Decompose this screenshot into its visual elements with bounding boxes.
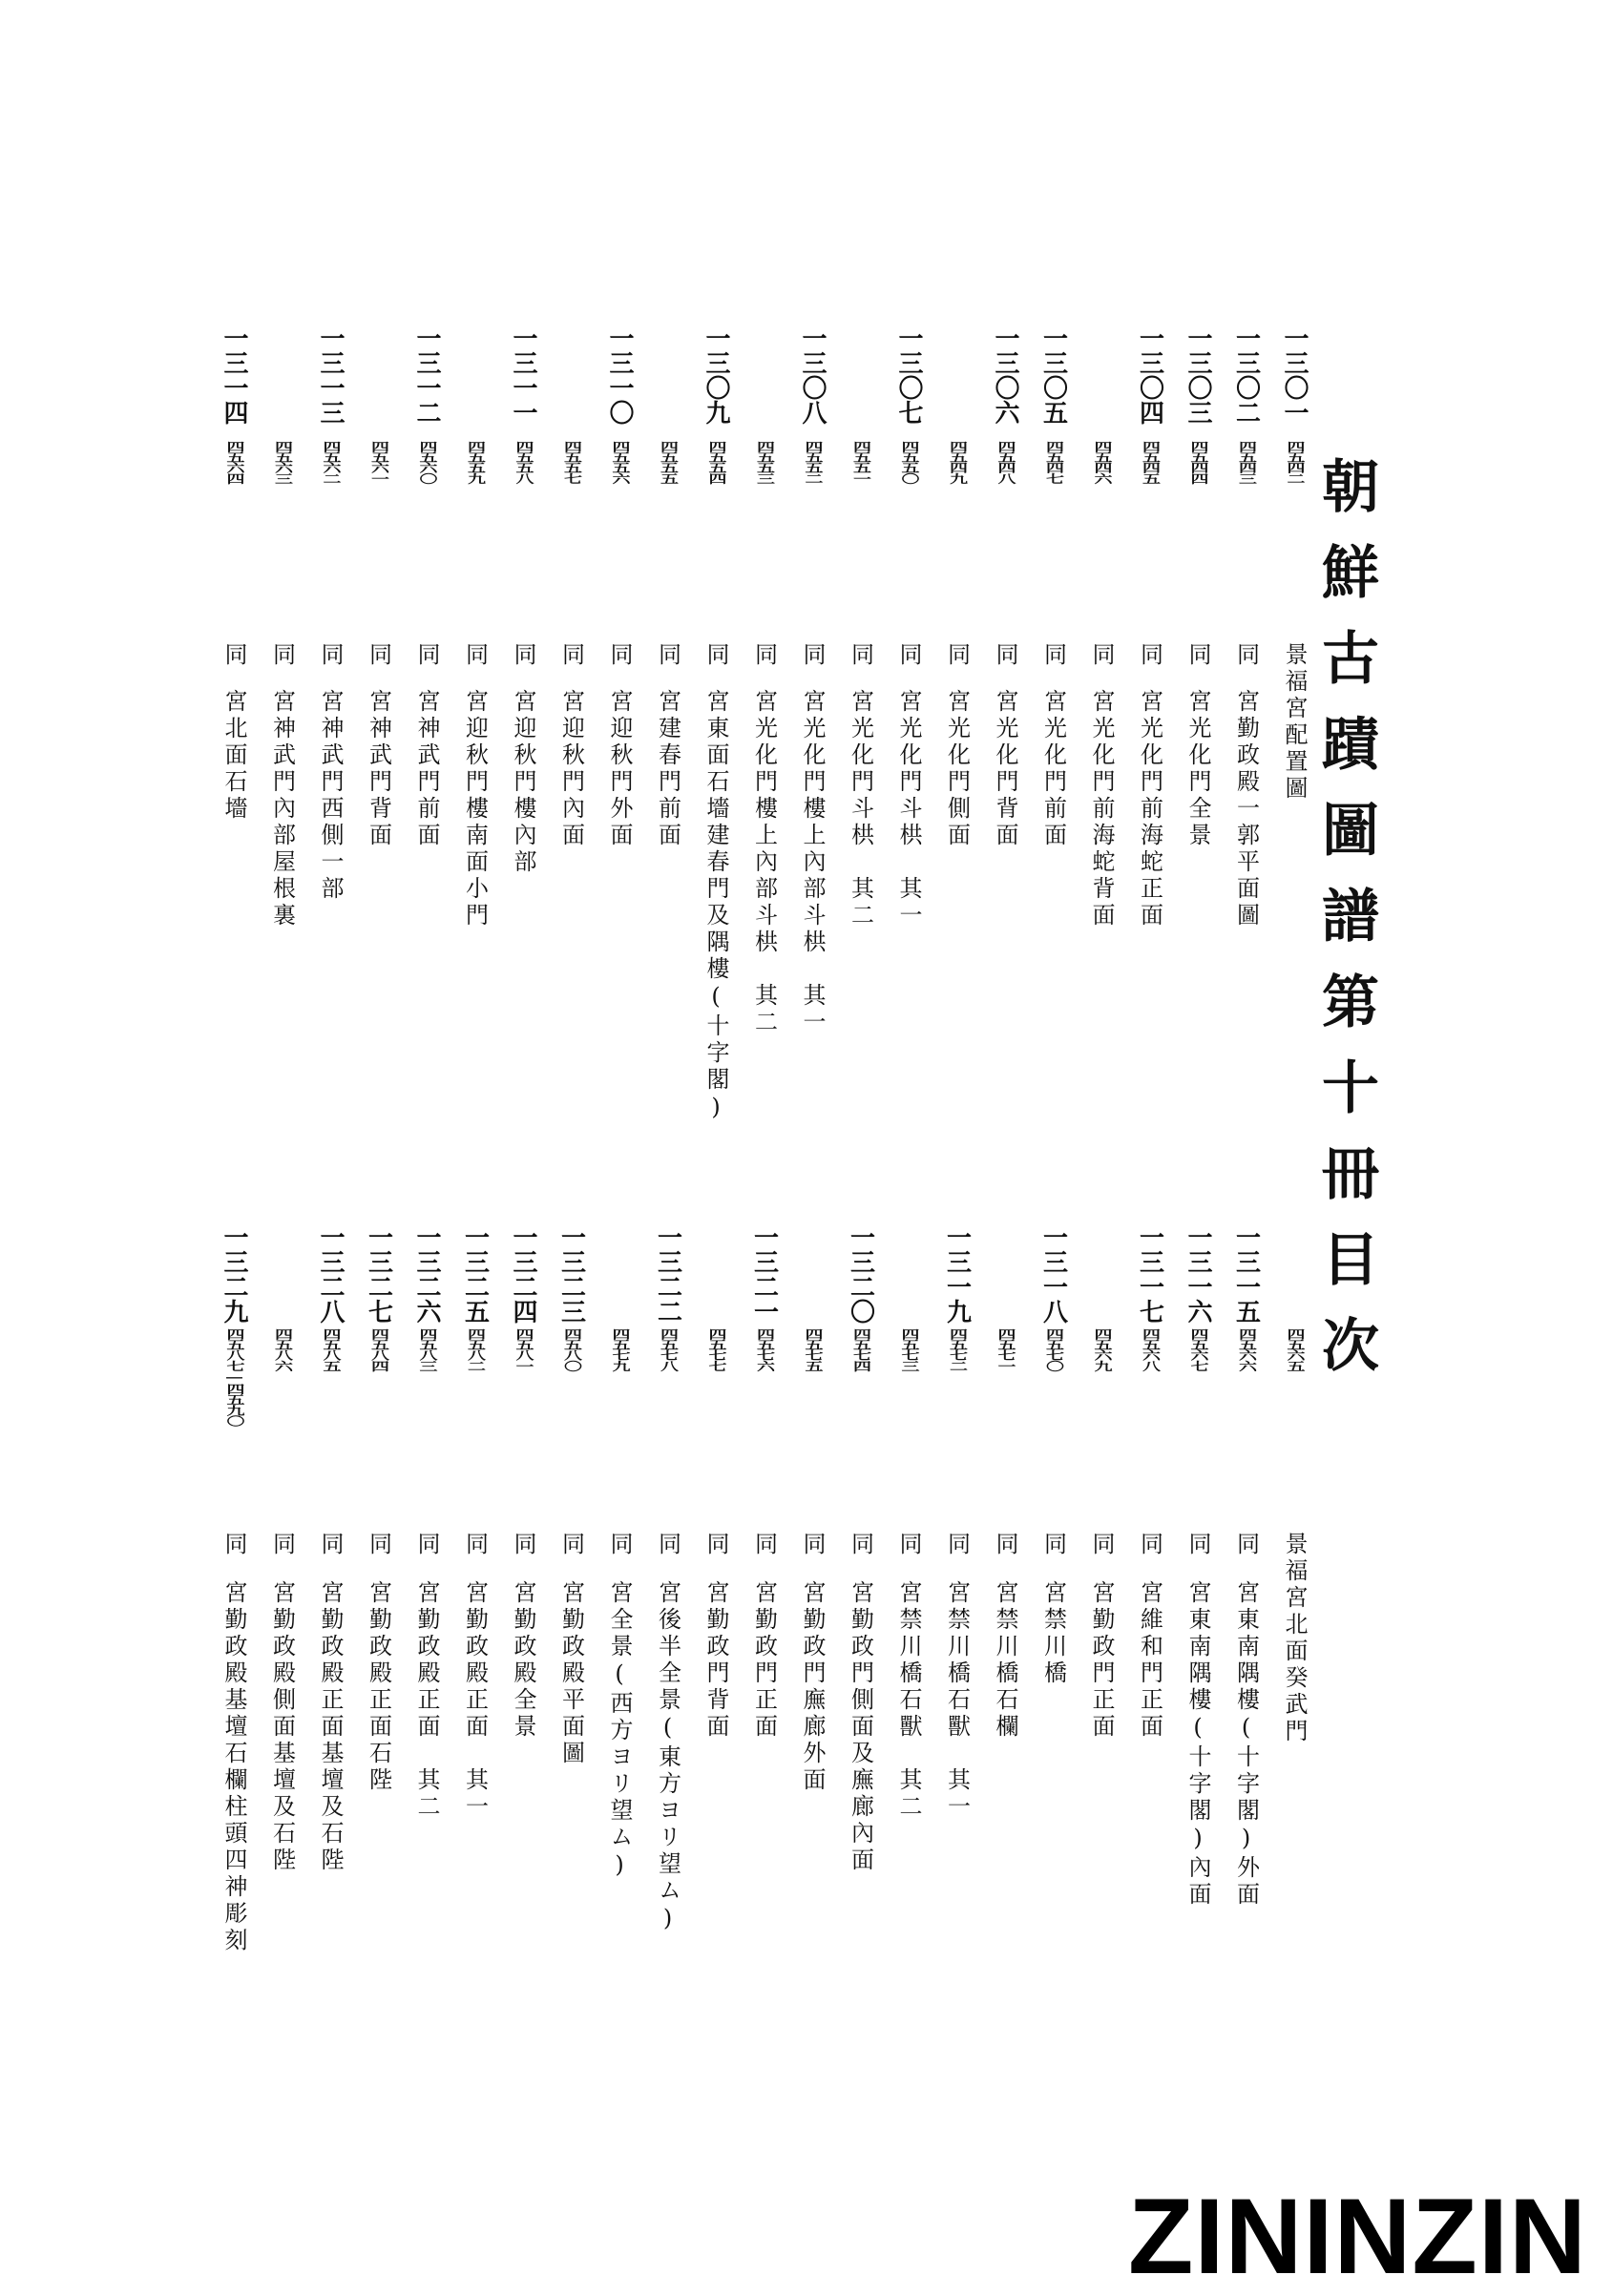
ditto-mark: 同 (654, 1532, 681, 1555)
entry-caption: 宮光化門背面 (992, 689, 1018, 849)
entry-caption: 宮北面石墻 (220, 689, 247, 823)
plate-number: 一三〇七 (894, 325, 923, 425)
plate-number: 一三一〇 (605, 325, 634, 425)
plate-number: 一三二二 (653, 1224, 682, 1324)
ditto-mark: 同 (992, 642, 1018, 665)
entry-caption: 宮迎秋門樓南面小門 (461, 689, 489, 929)
plate-number: 一三〇九 (702, 325, 730, 425)
figure-number: 四五六六 (1236, 1328, 1257, 1371)
entry-caption: 宮東南隅樓(十字閣)內面 (1184, 1580, 1211, 1909)
figure-number: 四五七三 (898, 1328, 920, 1371)
entry-caption: 宮勤政殿平面圖 (557, 1580, 585, 1767)
figure-number: 四五六二 (320, 441, 342, 484)
plate-number: 一三〇一 (1280, 325, 1309, 425)
entry-caption: 宮勤政門正面 (1088, 1580, 1115, 1741)
ditto-mark: 同 (1136, 1532, 1163, 1555)
ditto-mark: 同 (317, 642, 344, 665)
ditto-mark: 同 (750, 642, 778, 665)
ditto-mark: 同 (606, 1532, 633, 1555)
ditto-mark: 同 (1184, 642, 1211, 665)
ditto-mark: 同 (510, 1532, 536, 1555)
figure-number: 四五四九 (947, 441, 968, 484)
figure-number: 四五五二 (802, 441, 824, 484)
figure-number: 四五五四 (705, 441, 727, 484)
ditto-mark: 同 (606, 642, 633, 665)
figure-number: 四五八六 (272, 1328, 293, 1371)
entry-caption: 宮勤政殿正面基壇及石陛 (317, 1580, 344, 1874)
figure-number: 四五四五 (1140, 441, 1161, 484)
entry-caption: 宮勤政殿正面 其一 (461, 1580, 489, 1821)
plate-number: 一三一三 (316, 325, 345, 425)
page-title: 朝鮮古蹟圖譜第十冊目次 (1312, 456, 1379, 1401)
entry-caption: 宮勤政門廡廊外面 (799, 1580, 826, 1794)
figure-number: 四五五〇 (898, 441, 920, 484)
ditto-mark: 同 (1088, 1532, 1115, 1555)
watermark: ZININZIN (1128, 2177, 1587, 2296)
entry-caption: 宮全景(西方ヨリ望ム) (606, 1580, 633, 1882)
figure-number: 四五八〇 (561, 1328, 582, 1371)
plate-number: 一三二五 (460, 1224, 490, 1324)
ditto-mark: 同 (365, 1532, 392, 1555)
plate-number: 一三二七 (364, 1224, 393, 1324)
figure-number: 四五五九 (465, 441, 486, 484)
plate-number: 一三〇五 (1038, 325, 1068, 425)
entry-caption: 宮勤政門側面及廡廊內面 (847, 1580, 874, 1874)
plate-number: 一三二八 (316, 1224, 345, 1324)
figure-number: 四五八三 (416, 1328, 438, 1371)
entry-caption: 宮神武門前面 (413, 689, 440, 849)
figure-number: 四五五三 (754, 441, 775, 484)
ditto-mark: 同 (847, 642, 874, 665)
figure-number: 四五四二 (1284, 441, 1306, 484)
entry-caption: 宮勤政殿全景 (510, 1580, 536, 1741)
plate-number: 一三二一 (749, 1224, 779, 1324)
entry-caption: 宮勤政門正面 (750, 1580, 778, 1741)
ditto-mark: 同 (413, 642, 440, 665)
ditto-mark: 同 (943, 1532, 971, 1555)
entry-caption: 宮東面石墻建春門及隅樓(十字閣) (702, 689, 729, 1124)
ditto-mark: 同 (365, 642, 392, 665)
plate-number: 一三一九 (942, 1224, 972, 1324)
entry-caption: 宮勤政門背面 (702, 1580, 729, 1741)
figure-number: 四五六五 (1284, 1328, 1306, 1371)
ditto-mark: 同 (268, 1532, 296, 1555)
entry-caption: 景福宮配置圖 (1281, 642, 1308, 803)
ditto-mark: 同 (992, 1532, 1018, 1555)
ditto-mark: 同 (413, 1532, 440, 1555)
entry-caption: 宮光化門斗栱 其一 (895, 689, 922, 929)
entry-caption: 宮神武門背面 (365, 689, 392, 849)
entry-caption: 宮光化門斗栱 其二 (847, 689, 874, 929)
plate-number: 一三二六 (412, 1224, 441, 1324)
figure-number: 四五五五 (658, 441, 679, 484)
figure-number: 四五四六 (1091, 441, 1113, 484)
ditto-mark: 同 (1039, 642, 1067, 665)
figure-number: 四五八七—四五九〇 (223, 1328, 245, 1427)
entry-caption: 宮勤政殿側面基壇及石陛 (268, 1580, 296, 1874)
ditto-mark: 同 (1232, 1532, 1260, 1555)
figure-number: 四五八一 (513, 1328, 534, 1371)
figure-number: 四五八五 (320, 1328, 342, 1371)
entry-caption: 宮光化門前面 (1039, 689, 1067, 849)
entry-caption: 宮東南隅樓(十字閣)外面 (1232, 1580, 1260, 1909)
figure-number: 四五六一 (368, 441, 389, 484)
entry-caption: 景福宮北面癸武門 (1281, 1532, 1308, 1745)
figure-number: 四五五七 (561, 441, 582, 484)
figure-number: 四五七七 (705, 1328, 727, 1371)
figure-number: 四五八四 (368, 1328, 389, 1371)
entry-caption: 宮禁川橋石獸 其二 (895, 1580, 922, 1821)
figure-number: 四五六九 (1091, 1328, 1113, 1371)
ditto-mark: 同 (847, 1532, 874, 1555)
ditto-mark: 同 (317, 1532, 344, 1555)
ditto-mark: 同 (895, 1532, 922, 1555)
ditto-mark: 同 (654, 642, 681, 665)
figure-number: 四五七四 (850, 1328, 871, 1371)
figure-number: 四五五一 (850, 441, 871, 484)
ditto-mark: 同 (799, 642, 826, 665)
ditto-mark: 同 (268, 642, 296, 665)
plate-number: 一三一一 (509, 325, 537, 425)
plate-number: 一三二三 (556, 1224, 586, 1324)
ditto-mark: 同 (1039, 1532, 1067, 1555)
entry-caption: 宮神武門西側一部 (317, 689, 344, 903)
entry-caption: 宮迎秋門內面 (557, 689, 585, 849)
figure-number: 四五六〇 (416, 441, 438, 484)
figure-number: 四五四四 (1187, 441, 1209, 484)
figure-number: 四五四七 (1043, 441, 1064, 484)
entry-caption: 宮迎秋門樓內部 (510, 689, 536, 876)
entry-caption: 宮禁川橋石欄 (992, 1580, 1018, 1741)
entry-caption: 宮光化門前海蛇正面 (1136, 689, 1163, 929)
figure-number: 四五七八 (658, 1328, 679, 1371)
figure-number: 四五七一 (995, 1328, 1016, 1371)
ditto-mark: 同 (750, 1532, 778, 1555)
ditto-mark: 同 (1136, 642, 1163, 665)
figure-number: 四五六八 (1140, 1328, 1161, 1371)
entry-caption: 宮禁川橋石獸 其一 (943, 1580, 971, 1821)
plate-number: 一三〇三 (1184, 325, 1212, 425)
plate-number: 一三〇四 (1135, 325, 1164, 425)
entry-caption: 宮光化門前海蛇背面 (1088, 689, 1115, 929)
ditto-mark: 同 (1088, 642, 1115, 665)
ditto-mark: 同 (702, 1532, 729, 1555)
entry-caption: 宮勤政殿基壇石欄柱頭四神彫刻 (220, 1580, 247, 1954)
entry-caption: 宮勤政殿正面石陛 (365, 1580, 392, 1794)
ditto-mark: 同 (461, 1532, 489, 1555)
figure-number: 四五五六 (609, 441, 631, 484)
figure-number: 四五七〇 (1043, 1328, 1064, 1371)
figure-number: 四五五八 (513, 441, 534, 484)
figure-number: 四五八二 (465, 1328, 486, 1371)
plate-number: 一三一七 (1135, 1224, 1164, 1324)
plate-number: 一三〇八 (798, 325, 827, 425)
ditto-mark: 同 (1184, 1532, 1211, 1555)
entry-caption: 宮光化門樓上內部斗栱 其一 (799, 689, 826, 1036)
figure-number: 四五四八 (995, 441, 1016, 484)
ditto-mark: 同 (1232, 642, 1260, 665)
entry-caption: 宮禁川橋 (1039, 1580, 1067, 1687)
entry-caption: 宮後半全景(東方ヨリ望ム) (654, 1580, 681, 1935)
ditto-mark: 同 (895, 642, 922, 665)
ditto-mark: 同 (510, 642, 536, 665)
entry-caption: 宮迎秋門外面 (606, 689, 633, 849)
figure-number: 四五六四 (223, 441, 245, 484)
figure-number: 四五七九 (609, 1328, 631, 1371)
entry-caption: 宮光化門樓上內部斗栱 其二 (750, 689, 778, 1036)
ditto-mark: 同 (220, 1532, 247, 1555)
entry-caption: 宮建春門前面 (654, 689, 681, 849)
plate-number: 一三二四 (509, 1224, 537, 1324)
ditto-mark: 同 (943, 642, 971, 665)
figure-number: 四五七二 (947, 1328, 968, 1371)
ditto-mark: 同 (461, 642, 489, 665)
entry-caption: 宮勤政殿一郭平面圖 (1232, 689, 1260, 929)
plate-number: 一三〇二 (1231, 325, 1261, 425)
plate-number: 一三一四 (220, 325, 248, 425)
ditto-mark: 同 (799, 1532, 826, 1555)
entry-caption: 宮光化門側面 (943, 689, 971, 849)
entry-caption: 宮勤政殿正面 其二 (413, 1580, 440, 1821)
plate-number: 一三一五 (1231, 1224, 1261, 1324)
ditto-mark: 同 (220, 642, 247, 665)
entry-caption: 宮光化門全景 (1184, 689, 1211, 849)
entry-caption: 宮神武門內部屋根裏 (268, 689, 296, 929)
plate-number: 一三一二 (412, 325, 441, 425)
figure-number: 四五六七 (1187, 1328, 1209, 1371)
figure-number: 四五七五 (802, 1328, 824, 1371)
plate-number: 一三一六 (1184, 1224, 1212, 1324)
entry-caption: 宮維和門正面 (1136, 1580, 1163, 1741)
ditto-mark: 同 (557, 642, 585, 665)
figure-number: 四五七六 (754, 1328, 775, 1371)
plate-number: 一三一八 (1038, 1224, 1068, 1324)
plate-number: 一三二九 (220, 1224, 248, 1324)
figure-number: 四五六三 (272, 441, 293, 484)
ditto-mark: 同 (557, 1532, 585, 1555)
ditto-mark: 同 (702, 642, 729, 665)
plate-number: 一三二〇 (846, 1224, 875, 1324)
figure-number: 四五四三 (1236, 441, 1257, 484)
plate-number: 一三〇六 (991, 325, 1019, 425)
